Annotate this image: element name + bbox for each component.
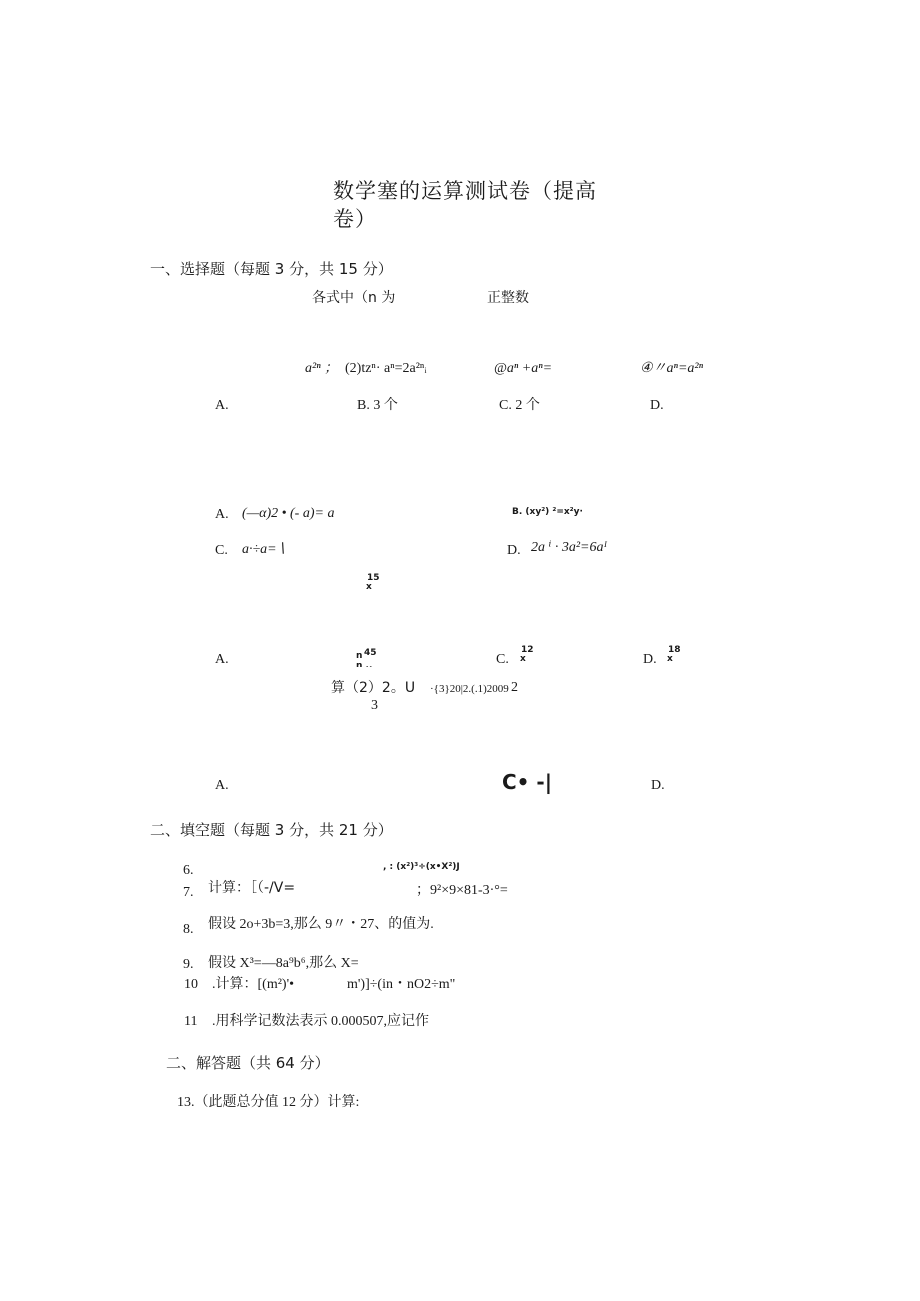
q10-number: 10 — [184, 977, 198, 992]
q3-option-b-base: n .. — [356, 662, 373, 667]
q2-option-a-expression: (—α)2 • (- a)= a — [242, 506, 335, 521]
q1-option-d: D. — [650, 398, 664, 413]
q10-text-2: m')]÷(in・nO2÷m" — [347, 977, 456, 992]
q3-option-c-variable: x — [520, 654, 526, 664]
q4-prompt-tail: 2 — [511, 680, 518, 695]
q3-option-c-exponent: 12 — [521, 645, 534, 655]
q2-option-a-label: A. — [215, 507, 229, 522]
q8-text: 假设 2o+3b=3,那么 9〃・27、的值为. — [208, 917, 434, 932]
section-heading-answers: 二、解答题（共 64 分） — [166, 1054, 330, 1072]
q7-text: 计算：［（-/V= — [208, 880, 296, 896]
q1-option-a: A. — [215, 398, 229, 413]
q3-option-b-exponent: 45 — [364, 648, 377, 658]
q11-number: 11 — [184, 1014, 198, 1029]
q11-text: .用科学记数法表示 0.000507,应记作 — [212, 1014, 429, 1029]
page-title-line-1: 数学塞的运算测试卷（提高 — [333, 179, 597, 203]
q6-number: 6. — [183, 863, 194, 878]
q4-option-a: A. — [215, 778, 229, 793]
q4-option-d: D. — [651, 778, 665, 793]
q3-option-c: C. — [496, 652, 509, 667]
q3-option-b-prefix: n — [356, 651, 363, 661]
q7-number: 7. — [183, 885, 194, 900]
q3-option-d-exponent: 18 — [668, 645, 681, 655]
q2-option-c-expression: a·÷a=∖ — [242, 542, 286, 557]
section-heading-fill-in: 二、填空题（每题 3 分，共 21 分） — [150, 821, 393, 839]
q9-text: 假设 X³=—8a⁹b⁶,那么 X= — [208, 956, 359, 971]
q1-expression-2: (2)tzⁿ· aⁿ=2a²ⁿᵢ — [345, 361, 427, 376]
q1-expression-3: @aⁿ +aⁿ= — [494, 361, 553, 376]
q1-expression-1: a²ⁿ ； — [305, 361, 339, 376]
q9-number: 9. — [183, 957, 194, 972]
q4-denominator: 3 — [371, 698, 378, 713]
page-title-line-2: 卷） — [333, 207, 377, 231]
q4-prompt-expression: ·{3}20|2.(.1)2009 — [430, 683, 509, 695]
q4-prompt: 算（2）2。U — [331, 680, 416, 696]
q13-prompt: 13.（此题总分值 12 分）计算: — [177, 1095, 360, 1110]
q3-option-d: D. — [643, 652, 657, 667]
q2-option-d-label: D. — [507, 543, 521, 558]
q3-option-a: A. — [215, 652, 229, 667]
q2-option-d-expression: 2a ⁱ · 3a²=6aᴵ — [531, 540, 608, 555]
q4-option-c: C• -| — [502, 770, 553, 794]
q2-option-c-label: C. — [215, 543, 228, 558]
q3-option-d-variable: x — [667, 654, 673, 664]
q1-expression-4: ④〃aⁿ=a²ⁿ — [640, 361, 704, 376]
q1-prompt-right: 正整数 — [487, 290, 529, 306]
q10-text: .计算：[(m²)'• — [212, 977, 294, 992]
q3-prompt-variable: x — [366, 582, 372, 592]
q1-prompt-left: 各式中（n 为 — [312, 290, 396, 306]
q2-option-b: B. (xy²) ²=x²y· — [512, 507, 583, 517]
q3-prompt-exponent: 15 — [367, 573, 380, 583]
q6-expression: , : (x²)³÷(x•X²)J — [383, 862, 460, 872]
q8-number: 8. — [183, 922, 194, 937]
section-heading-multiple-choice: 一、选择题（每题 3 分，共 15 分） — [150, 260, 393, 278]
q1-option-b: B. 3 个 — [357, 398, 398, 413]
q7-text-2: ；9²×9×81-3·°= — [416, 883, 508, 898]
q1-option-c: C. 2 个 — [499, 398, 540, 413]
